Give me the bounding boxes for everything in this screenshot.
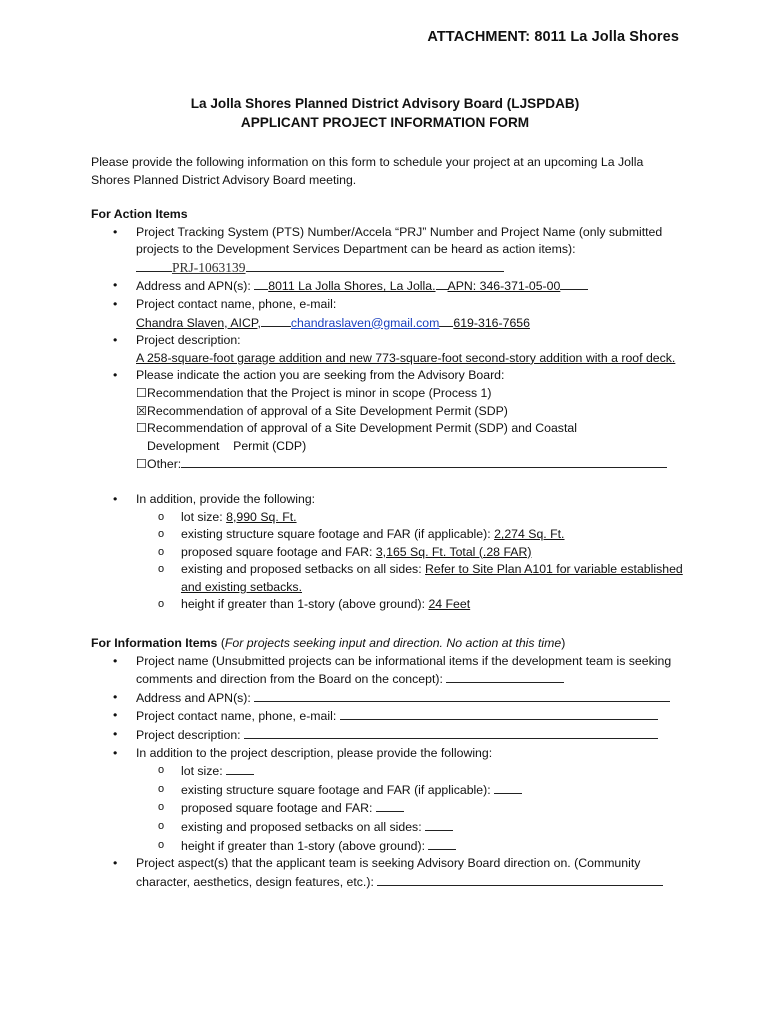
setbacks-item [91, 561, 691, 596]
info-address-label: Address and APN(s): [136, 690, 251, 705]
height-value[interactable]: 24 Feet [428, 597, 471, 612]
address-value[interactable]: 8011 La Jolla Shores, La Jolla. [268, 279, 436, 294]
other-input[interactable] [181, 455, 667, 468]
bullet: • [113, 333, 118, 348]
bullet: • [113, 653, 118, 668]
address-item [91, 277, 691, 296]
info-aspects-input[interactable] [377, 873, 663, 886]
action-sought-item [91, 367, 691, 385]
info-height-input[interactable] [428, 837, 456, 850]
info-existing-sqft-item [91, 781, 691, 800]
info-height-item [91, 837, 691, 856]
sub-bullet: o [158, 598, 165, 611]
proposed-sqft-label: proposed square footage and FAR: [181, 544, 373, 559]
apn-value[interactable]: APN: 346-371-05-00 [447, 279, 561, 294]
addition-item [91, 491, 691, 509]
info-items-note: For projects seeking input and direction. No action at this time [224, 636, 562, 651]
contact-email-link[interactable]: chandraslaven@gmail.com [290, 315, 440, 330]
info-project-name-input[interactable] [446, 670, 564, 683]
info-project-name-label: Project name (Unsubmitted projects can be informational items if the development team is seeking comments and direction from the Board on the concept): [136, 653, 672, 687]
bullet: • [113, 278, 118, 293]
existing-sqft-item [91, 526, 691, 544]
proposed-sqft-item [91, 544, 691, 562]
lot-size-value[interactable]: 8,990 Sq. Ft. [226, 509, 297, 524]
bullet: • [113, 727, 118, 742]
proposed-sqft-value[interactable]: 3,165 Sq. Ft. Total (.28 FAR) [375, 544, 532, 559]
sub-bullet: o [158, 820, 165, 832]
option-label: Recommendation of approval of a Site Development Permit (SDP) and Coastal [147, 421, 577, 436]
checkbox-unchecked-icon[interactable]: ☐ [136, 421, 148, 436]
setbacks-label: existing and proposed setbacks on all sides: [181, 562, 422, 577]
bullet: • [113, 708, 118, 723]
bullet: • [113, 224, 118, 239]
intro-paragraph: Please provide the following information on this form to schedule your project at an upcoming La Jolla Shores Planned District Advisory Board meeting. [91, 155, 644, 187]
lot-size-label: lot size: [181, 509, 223, 524]
existing-sqft-value[interactable]: 2,274 Sq. Ft. [494, 527, 565, 542]
setbacks-value[interactable]: Refer to Site Plan A101 for variable established and existing setbacks. [181, 562, 683, 594]
checkbox-checked-icon[interactable]: ☒ [136, 403, 148, 418]
bullet: • [113, 296, 118, 311]
info-lot-size-label: lot size: [181, 764, 223, 779]
info-items-heading: For Information Items [91, 636, 218, 651]
info-project-name-item [91, 653, 691, 689]
option-label-continued: Development Permit (CDP) [147, 438, 307, 453]
info-addition-label: In addition to the project description, please provide the following: [136, 745, 493, 760]
pts-item [91, 224, 691, 278]
sub-bullet: o [158, 528, 165, 541]
contact-item [91, 296, 691, 332]
info-address-input[interactable] [254, 689, 670, 702]
sub-bullet: o [158, 764, 165, 777]
bullet: • [113, 689, 118, 704]
sub-bullet: o [158, 782, 165, 795]
info-description-input[interactable] [244, 726, 658, 739]
other-label: Other: [147, 457, 182, 472]
addition-label: In addition, provide the following: [136, 491, 316, 506]
title-line-1: La Jolla Shores Planned District Advisory Board (LJSPDAB) [190, 96, 580, 111]
description-item [91, 332, 691, 367]
height-item [91, 596, 691, 614]
info-contact-item [91, 707, 691, 726]
sub-bullet: o [158, 801, 165, 814]
form-title [0, 94, 770, 132]
pts-label: Project Tracking System (PTS) Number/Accela “PRJ” Number and Project Name (only submitted projects to the Development Services Department can be heard as action items): [136, 224, 663, 257]
contact-phone[interactable]: 619-316-7656 [453, 315, 530, 330]
info-setbacks-item [91, 818, 691, 837]
info-items-heading-line: For Information Items (For projects seeking input and direction. No action at this time) [91, 636, 566, 651]
pts-value[interactable]: PRJ-1063139 [172, 259, 246, 275]
checkbox-unchecked-icon[interactable]: ☐ [136, 457, 148, 472]
address-label: Address and APN(s): [136, 279, 251, 294]
info-aspects-item [91, 855, 691, 891]
sub-bullet: o [158, 545, 165, 558]
bullet: • [113, 745, 118, 760]
option-other[interactable] [91, 455, 691, 474]
info-proposed-sqft-item [91, 799, 691, 818]
sub-bullet: o [158, 838, 165, 851]
title-line-2: APPLICANT PROJECT INFORMATION FORM [240, 115, 530, 130]
info-lot-size-input[interactable] [226, 762, 254, 775]
checkbox-unchecked-icon[interactable]: ☐ [136, 385, 148, 400]
info-description-label: Project description: [136, 728, 241, 743]
action-items-heading: For Action Items [91, 207, 188, 221]
description-label: Project description: [136, 333, 241, 348]
action-sought-label: Please indicate the action you are seeking from the Advisory Board: [136, 368, 505, 383]
info-height-label: height if greater than 1-story (above ground): [181, 838, 426, 853]
info-setbacks-label: existing and proposed setbacks on all sides: [181, 820, 422, 834]
info-proposed-sqft-label: proposed square footage and FAR: [181, 801, 373, 816]
info-description-item [91, 726, 691, 745]
info-proposed-sqft-input[interactable] [376, 799, 404, 812]
option-label: Recommendation that the Project is minor in scope (Process 1) [147, 385, 492, 400]
info-setbacks-input[interactable] [425, 818, 453, 831]
sub-bullet: o [158, 563, 165, 576]
form-content [91, 206, 691, 891]
info-aspects-label: Project aspect(s) that the applicant team is seeking Advisory Board direction on. (Community character, aesthetics, design features, etc.): [136, 856, 641, 889]
contact-name[interactable]: Chandra Slaven, AICP, [136, 315, 261, 330]
info-address-item [91, 689, 691, 708]
info-contact-input[interactable] [340, 707, 658, 720]
sub-bullet: o [158, 510, 165, 523]
existing-sqft-label: existing structure square footage and FAR (if applicable): [181, 527, 491, 542]
lot-size-item [91, 509, 691, 527]
info-existing-sqft-input[interactable] [494, 781, 522, 794]
option-sdp-cdp[interactable] [91, 420, 691, 455]
option-sdp[interactable] [91, 403, 691, 421]
attachment-header: ATTACHMENT: 8011 La Jolla Shores [427, 29, 679, 45]
option-process-1[interactable] [91, 385, 691, 403]
bullet: • [113, 368, 118, 383]
info-existing-sqft-label: existing structure square footage and FAR (if applicable): [181, 782, 491, 797]
height-label: height if greater than 1-story (above ground): [181, 597, 426, 612]
info-addition-item [91, 745, 691, 763]
bullet: • [113, 491, 118, 506]
bullet: • [113, 856, 118, 871]
option-label: Recommendation of approval of a Site Development Permit (SDP) [147, 403, 508, 418]
contact-label: Project contact name, phone, e-mail: [136, 296, 337, 311]
description-value[interactable]: A 258-square-foot garage addition and new 773-square-foot second-story addition with a roof deck. [136, 350, 676, 365]
info-contact-label: Project contact name, phone, e-mail: [136, 709, 337, 724]
info-lot-size-item [91, 762, 691, 781]
